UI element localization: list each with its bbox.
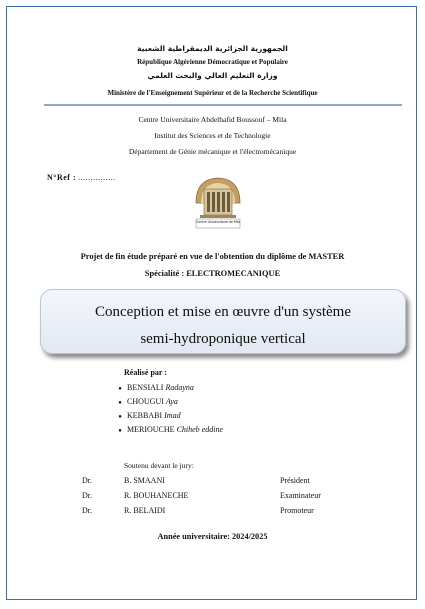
student-first-name: Imad (164, 411, 181, 420)
institut-name: Institut des Sciences et de Technologie (154, 131, 271, 140)
jury-title: Dr. (82, 491, 92, 500)
header-divider (44, 104, 402, 106)
jury-name: R. BELAIDI (124, 506, 166, 515)
student-last-name: MERIOUCHE (127, 425, 175, 434)
list-item (113, 409, 223, 423)
thesis-title-line1: Conception et mise en œuvre d'un système (95, 304, 351, 320)
reference-label: N°Ref : (47, 173, 77, 182)
jury-role: Examinateur (280, 491, 321, 500)
jury-title: Dr. (82, 506, 92, 515)
ministry-name: Ministère de l'Enseignement Supérieur et de la Recherche Scientifique (107, 89, 318, 97)
specialite: Spécialité : ELECTROMECANIQUE (144, 269, 281, 278)
student-last-name: BENSIALI (127, 383, 164, 392)
departement-name: Département de Génie mécanique et l'électromécanique (128, 147, 297, 156)
logo-caption: Centre Universitaire de Mila (196, 220, 240, 224)
jury-row (0, 506, 425, 520)
arabic-republic: الجمهورية الجزائرية الديمقراطية الشعبية (137, 44, 288, 53)
student-last-name: KEBBABI (127, 411, 163, 420)
university-logo (190, 173, 246, 230)
jury-role: Promoteur (280, 506, 314, 515)
jury-title: Dr. (82, 476, 92, 485)
reference-value: ............... (78, 173, 116, 182)
realise-label: Réalisé par : (124, 368, 167, 377)
arabic-ministry: وزارة التعليم العالي والبحث العلمي (147, 71, 278, 80)
jury-label: Soutenu devant le jury: (124, 461, 194, 470)
student-first-name: Aya (165, 397, 178, 406)
list-item (113, 395, 223, 409)
jury-name: R. BOUHANECHE (124, 491, 189, 500)
thesis-title-line2: semi-hydroponique vertical (140, 331, 306, 347)
jury-row (0, 476, 425, 490)
bullet-icon: ● (118, 428, 122, 434)
thesis-title-box (40, 289, 406, 354)
bullet-icon: ● (118, 414, 122, 420)
students-list (113, 381, 223, 437)
reference-number (47, 173, 116, 182)
jury-name: B. SMAANI (124, 476, 165, 485)
list-item (113, 423, 223, 437)
jury-role: Président (280, 476, 310, 485)
student-last-name: CHOUGUI (127, 397, 164, 406)
list-item (113, 381, 223, 395)
bullet-icon: ● (118, 400, 122, 406)
student-first-name: Rodayna (165, 383, 194, 392)
centre-name: Centre Universitaire Abdelhafid Boussouf – Mila (138, 115, 287, 124)
jury-row (0, 491, 425, 505)
project-line: Projet de fin étude préparé en vue de l'obtention du diplôme de MASTER (80, 252, 345, 261)
academic-year: Année universitaire: 2024/2025 (157, 532, 268, 541)
bullet-icon: ● (118, 386, 122, 392)
republic-name: République Algérienne Démocratique et Populaire (137, 58, 288, 66)
student-first-name: Chiheb eddine (176, 425, 223, 434)
